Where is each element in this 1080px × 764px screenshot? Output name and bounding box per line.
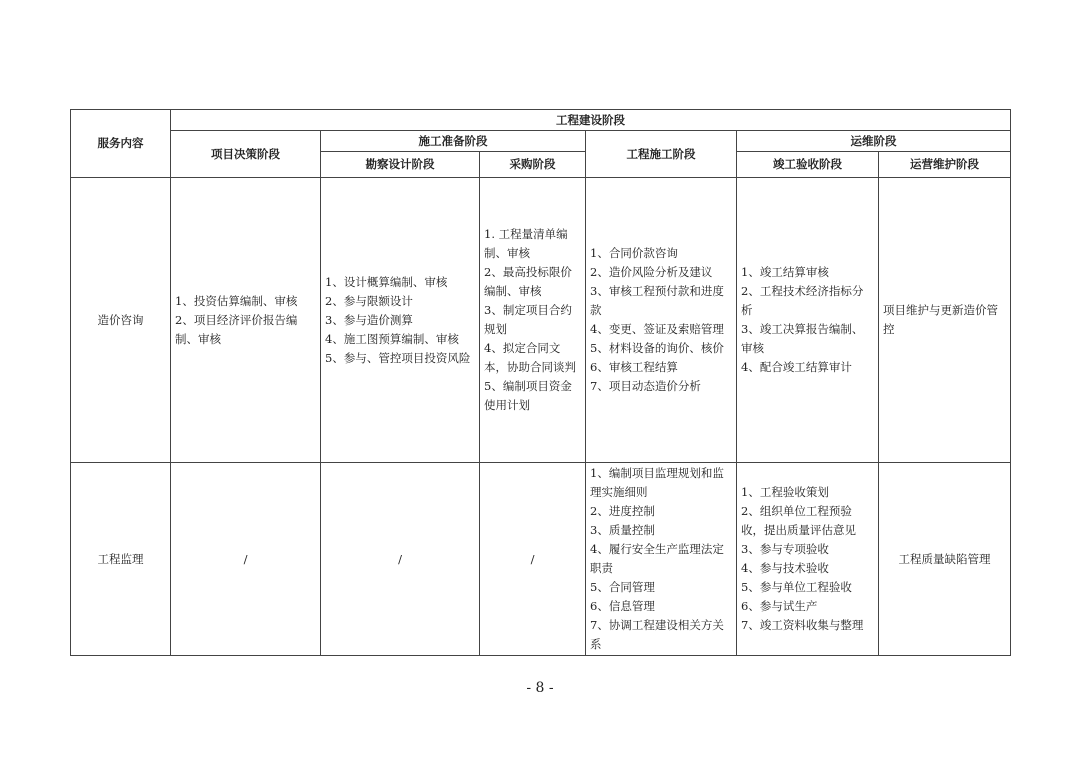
list-item: 2、进度控制 (590, 504, 655, 518)
list-item: 3、制定项目合约规划 (484, 303, 572, 336)
list-item: 1、合同价款咨询 (590, 246, 678, 260)
list-item: 3、参与造价测算 (325, 312, 413, 327)
operation-maintenance-stage-header: 运营维护阶段 (879, 152, 1011, 178)
list-item: 7、竣工资料收集与整理 (741, 618, 864, 632)
service-stage-table (70, 109, 1011, 656)
procurement-stage-header: 采购阶段 (480, 152, 586, 178)
page-number: - 8 - (526, 680, 554, 696)
list-item: 7、项目动态造价分析 (590, 379, 701, 393)
construction-stage-header: 工程建设阶段 (171, 110, 1011, 131)
list-item: 5、编制项目资金使用计划 (484, 379, 572, 412)
list-item: 5、参与单位工程验收 (741, 580, 852, 594)
list-item: 3、审核工程预付款和进度款 (590, 284, 724, 317)
service-content-header: 服务内容 (71, 110, 171, 178)
procurement-cell (480, 178, 586, 463)
construction-phase-header: 工程施工阶段 (586, 131, 737, 178)
operation-cell (879, 178, 1011, 463)
list-item: 2、最高投标限价编制、审核 (484, 265, 572, 298)
list-item: 5、参与、管控项目投资风险 (325, 350, 471, 365)
decision-cell (171, 178, 321, 463)
operation-cell (879, 463, 1011, 656)
list-item: 2、造价风险分析及建议 (590, 265, 713, 279)
decision-stage-header: 项目决策阶段 (171, 131, 321, 178)
survey-design-stage-header: 勘察设计阶段 (321, 152, 480, 178)
procurement-cell (480, 463, 586, 656)
list-item: 1、编制项目监理规划和监理实施细则 (590, 466, 724, 499)
list-item: 7、协调工程建设相关方关系 (590, 618, 724, 651)
list-item: 5、材料设备的询价、核价 (590, 341, 724, 355)
list-item: 2、参与限额设计 (325, 293, 413, 308)
list-item: 2、工程技术经济指标分析 (741, 284, 864, 317)
construction-cell (586, 463, 737, 656)
list-item: 工程质量缺陷管理 (898, 551, 991, 566)
list-item: 1、投资估算编制、审核 (175, 293, 298, 308)
list-item: 1、竣工结算审核 (741, 265, 829, 279)
list-item: 4、拟定合同文本，协助合同谈判 (484, 341, 576, 374)
list-item: 1、工程验收策划 (741, 485, 829, 499)
completion-cell (737, 178, 879, 463)
list-item: / (398, 551, 402, 566)
prep-stage-header: 施工准备阶段 (321, 131, 586, 152)
list-item: 5、合同管理 (590, 580, 655, 594)
list-item: 4、参与技术验收 (741, 561, 829, 575)
list-item: 6、信息管理 (590, 599, 655, 613)
om-stage-header: 运维阶段 (737, 131, 1011, 152)
completion-acceptance-stage-header: 竣工验收阶段 (737, 152, 879, 178)
list-item: 3、质量控制 (590, 523, 655, 537)
table-row (71, 463, 1011, 656)
row-label: 造价咨询 (71, 178, 171, 463)
list-item: 1. 工程量清单编制、审核 (484, 227, 568, 260)
decision-cell (171, 463, 321, 656)
list-item: 6、审核工程结算 (590, 360, 678, 374)
list-item: 项目维护与更新造价管控 (883, 303, 998, 336)
list-item: 2、组织单位工程预验收，提出质量评估意见 (741, 504, 856, 537)
list-item: 3、竣工决算报告编制、审核 (741, 322, 864, 355)
list-item: 4、施工图预算编制、审核 (325, 331, 459, 346)
list-item: 4、履行安全生产监理法定职责 (590, 542, 724, 575)
table-row (71, 178, 1011, 463)
list-item: 4、变更、签证及索赔管理 (590, 322, 724, 336)
list-item: / (530, 551, 535, 566)
construction-cell (586, 178, 737, 463)
list-item: 3、参与专项验收 (741, 542, 829, 556)
list-item: 4、配合竣工结算审计 (741, 360, 852, 374)
completion-cell (737, 463, 879, 656)
list-item: 1、设计概算编制、审核 (325, 274, 448, 289)
row-label: 工程监理 (71, 463, 171, 656)
survey-design-cell (321, 463, 480, 656)
list-item: 2、项目经济评价报告编制、审核 (175, 312, 298, 346)
survey-design-cell (321, 178, 480, 463)
list-item: 6、参与试生产 (741, 599, 818, 613)
list-item: / (243, 551, 248, 566)
